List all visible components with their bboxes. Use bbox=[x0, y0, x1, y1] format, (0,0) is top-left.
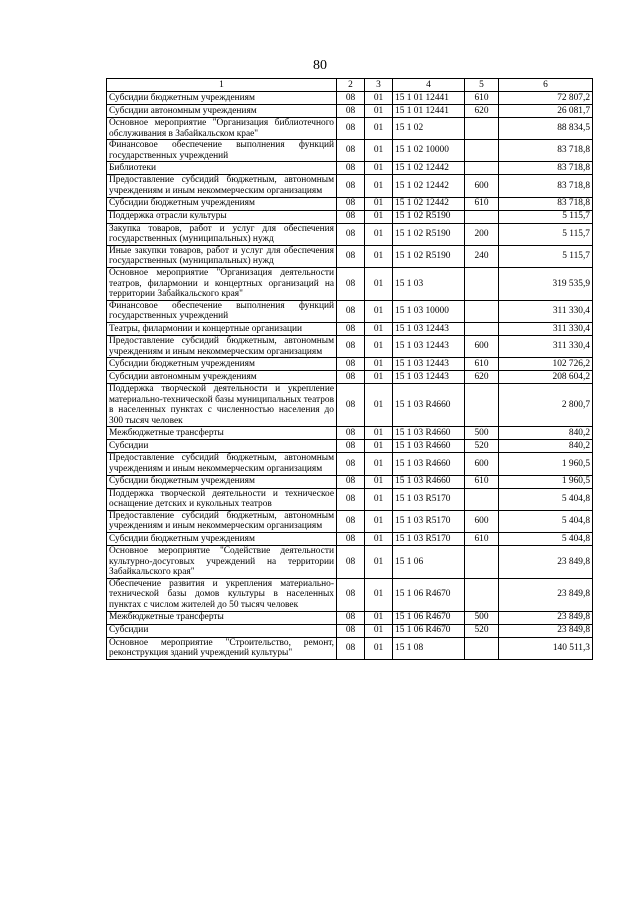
row-target-code: 15 1 01 12441 bbox=[393, 92, 465, 105]
row-subsection: 01 bbox=[365, 300, 393, 322]
row-subsection: 01 bbox=[365, 488, 393, 510]
row-expense-type bbox=[465, 162, 499, 175]
row-target-code: 15 1 03 R5170 bbox=[393, 510, 465, 532]
row-expense-type: 610 bbox=[465, 358, 499, 371]
row-target-code: 15 1 02 12442 bbox=[393, 175, 465, 197]
row-section: 08 bbox=[337, 245, 365, 267]
row-subsection: 01 bbox=[365, 371, 393, 384]
column-header: 5 bbox=[465, 79, 499, 92]
row-expense-type: 200 bbox=[465, 223, 499, 245]
row-subsection: 01 bbox=[365, 427, 393, 440]
table-row bbox=[107, 371, 593, 384]
row-expense-type: 520 bbox=[465, 440, 499, 453]
row-expense-type bbox=[465, 384, 499, 427]
row-name: Субсидии bbox=[107, 440, 337, 453]
row-subsection: 01 bbox=[365, 245, 393, 267]
table-row bbox=[107, 475, 593, 488]
row-amount: 23 849,8 bbox=[499, 611, 593, 624]
row-expense-type: 610 bbox=[465, 92, 499, 105]
row-section: 08 bbox=[337, 510, 365, 532]
row-name: Поддержка творческой деятельности и укрепление материально-технической базы муниципальных театров в населенных пунктах с численностью населения до 300 тысяч человек bbox=[107, 384, 337, 427]
table-row bbox=[107, 427, 593, 440]
row-target-code: 15 1 03 R4660 bbox=[393, 427, 465, 440]
row-name: Финансовое обеспечение выполнения функций государственных учреждений bbox=[107, 300, 337, 322]
row-expense-type: 600 bbox=[465, 175, 499, 197]
row-target-code: 15 1 03 12443 bbox=[393, 322, 465, 335]
row-target-code: 15 1 03 R5170 bbox=[393, 533, 465, 546]
row-section: 08 bbox=[337, 488, 365, 510]
row-target-code: 15 1 06 R4670 bbox=[393, 624, 465, 637]
row-amount: 5 404,8 bbox=[499, 488, 593, 510]
row-amount: 72 807,2 bbox=[499, 92, 593, 105]
table-body bbox=[107, 92, 593, 660]
row-target-code: 15 1 02 10000 bbox=[393, 140, 465, 162]
row-expense-type bbox=[465, 578, 499, 611]
row-expense-type: 620 bbox=[465, 105, 499, 118]
row-subsection: 01 bbox=[365, 335, 393, 357]
table-row bbox=[107, 210, 593, 223]
row-section: 08 bbox=[337, 92, 365, 105]
row-section: 08 bbox=[337, 371, 365, 384]
row-expense-type bbox=[465, 322, 499, 335]
row-section: 08 bbox=[337, 300, 365, 322]
row-subsection: 01 bbox=[365, 322, 393, 335]
row-name: Субсидии бюджетным учреждениям bbox=[107, 358, 337, 371]
row-amount: 5 404,8 bbox=[499, 510, 593, 532]
row-name: Библиотеки bbox=[107, 162, 337, 175]
row-subsection: 01 bbox=[365, 118, 393, 140]
row-expense-type bbox=[465, 210, 499, 223]
row-amount: 83 718,8 bbox=[499, 197, 593, 210]
row-expense-type bbox=[465, 300, 499, 322]
table-row bbox=[107, 533, 593, 546]
table-row bbox=[107, 453, 593, 475]
table-row bbox=[107, 611, 593, 624]
row-target-code: 15 1 02 R5190 bbox=[393, 210, 465, 223]
row-expense-type bbox=[465, 637, 499, 659]
table-row bbox=[107, 384, 593, 427]
row-target-code: 15 1 03 10000 bbox=[393, 300, 465, 322]
row-amount: 1 960,5 bbox=[499, 475, 593, 488]
row-amount: 83 718,8 bbox=[499, 162, 593, 175]
row-subsection: 01 bbox=[365, 92, 393, 105]
column-header: 4 bbox=[393, 79, 465, 92]
table-row bbox=[107, 300, 593, 322]
row-section: 08 bbox=[337, 223, 365, 245]
row-name: Обеспечение развития и укрепления материально-технической базы домов культуры в населенных пунктах с числом жителей до 50 тысяч человек bbox=[107, 578, 337, 611]
table-row bbox=[107, 267, 593, 300]
row-name: Субсидии автономным учреждениям bbox=[107, 105, 337, 118]
table-row bbox=[107, 140, 593, 162]
row-name: Межбюджетные трансферты bbox=[107, 427, 337, 440]
row-section: 08 bbox=[337, 440, 365, 453]
row-amount: 5 115,7 bbox=[499, 245, 593, 267]
row-amount: 5 115,7 bbox=[499, 210, 593, 223]
row-target-code: 15 1 02 R5190 bbox=[393, 223, 465, 245]
row-name: Субсидии бюджетным учреждениям bbox=[107, 92, 337, 105]
row-amount: 311 330,4 bbox=[499, 300, 593, 322]
row-expense-type: 520 bbox=[465, 624, 499, 637]
row-amount: 23 849,8 bbox=[499, 546, 593, 579]
row-target-code: 15 1 03 R4660 bbox=[393, 475, 465, 488]
row-amount: 23 849,8 bbox=[499, 578, 593, 611]
row-section: 08 bbox=[337, 322, 365, 335]
row-section: 08 bbox=[337, 140, 365, 162]
table-row bbox=[107, 510, 593, 532]
row-section: 08 bbox=[337, 358, 365, 371]
row-expense-type bbox=[465, 546, 499, 579]
row-name: Субсидии бюджетным учреждениям bbox=[107, 533, 337, 546]
row-amount: 2 800,7 bbox=[499, 384, 593, 427]
row-expense-type bbox=[465, 140, 499, 162]
row-section: 08 bbox=[337, 578, 365, 611]
row-target-code: 15 1 03 R5170 bbox=[393, 488, 465, 510]
row-name: Субсидии автономным учреждениям bbox=[107, 371, 337, 384]
row-name: Предоставление субсидий бюджетным, автономным учреждениям и иным некоммерческим организациям bbox=[107, 510, 337, 532]
row-name: Субсидии bbox=[107, 624, 337, 637]
row-section: 08 bbox=[337, 335, 365, 357]
table-row bbox=[107, 245, 593, 267]
row-name: Предоставление субсидий бюджетным, автономным учреждениям и иным некоммерческим организациям bbox=[107, 175, 337, 197]
row-amount: 319 535,9 bbox=[499, 267, 593, 300]
table-row bbox=[107, 223, 593, 245]
row-subsection: 01 bbox=[365, 210, 393, 223]
row-amount: 1 960,5 bbox=[499, 453, 593, 475]
row-target-code: 15 1 01 12441 bbox=[393, 105, 465, 118]
row-section: 08 bbox=[337, 546, 365, 579]
row-name: Субсидии бюджетным учреждениям bbox=[107, 475, 337, 488]
row-expense-type: 600 bbox=[465, 510, 499, 532]
row-expense-type: 500 bbox=[465, 427, 499, 440]
row-target-code: 15 1 03 R4660 bbox=[393, 384, 465, 427]
row-section: 08 bbox=[337, 210, 365, 223]
row-target-code: 15 1 02 12442 bbox=[393, 162, 465, 175]
row-subsection: 01 bbox=[365, 384, 393, 427]
row-section: 08 bbox=[337, 267, 365, 300]
row-section: 08 bbox=[337, 533, 365, 546]
row-target-code: 15 1 03 12443 bbox=[393, 335, 465, 357]
row-subsection: 01 bbox=[365, 358, 393, 371]
row-expense-type: 610 bbox=[465, 197, 499, 210]
row-target-code: 15 1 03 R4660 bbox=[393, 440, 465, 453]
row-amount: 88 834,5 bbox=[499, 118, 593, 140]
row-amount: 5 404,8 bbox=[499, 533, 593, 546]
row-target-code: 15 1 02 12442 bbox=[393, 197, 465, 210]
table-row bbox=[107, 322, 593, 335]
row-subsection: 01 bbox=[365, 105, 393, 118]
table-row bbox=[107, 92, 593, 105]
row-target-code: 15 1 02 bbox=[393, 118, 465, 140]
row-subsection: 01 bbox=[365, 197, 393, 210]
row-target-code: 15 1 06 bbox=[393, 546, 465, 579]
table-row bbox=[107, 105, 593, 118]
row-name: Предоставление субсидий бюджетным, автономным учреждениям и иным некоммерческим организациям bbox=[107, 335, 337, 357]
row-subsection: 01 bbox=[365, 223, 393, 245]
table-row bbox=[107, 162, 593, 175]
table-row bbox=[107, 118, 593, 140]
row-section: 08 bbox=[337, 118, 365, 140]
table-row bbox=[107, 358, 593, 371]
row-target-code: 15 1 02 R5190 bbox=[393, 245, 465, 267]
table-row bbox=[107, 335, 593, 357]
row-amount: 23 849,8 bbox=[499, 624, 593, 637]
row-name: Межбюджетные трансферты bbox=[107, 611, 337, 624]
row-amount: 5 115,7 bbox=[499, 223, 593, 245]
row-section: 08 bbox=[337, 105, 365, 118]
table-row bbox=[107, 488, 593, 510]
row-subsection: 01 bbox=[365, 175, 393, 197]
row-section: 08 bbox=[337, 611, 365, 624]
row-subsection: 01 bbox=[365, 578, 393, 611]
row-subsection: 01 bbox=[365, 140, 393, 162]
row-expense-type bbox=[465, 118, 499, 140]
row-subsection: 01 bbox=[365, 624, 393, 637]
row-name: Театры, филармонии и концертные организации bbox=[107, 322, 337, 335]
row-section: 08 bbox=[337, 624, 365, 637]
row-name: Основное мероприятие "Организация деятельности театров, филармонии и концертных организаций на территории Забайкальского края" bbox=[107, 267, 337, 300]
table-row bbox=[107, 197, 593, 210]
row-name: Основное мероприятие "Содействие деятельности культурно-досуговых учреждений на территории Забайкальского края" bbox=[107, 546, 337, 579]
row-name: Финансовое обеспечение выполнения функций государственных учреждений bbox=[107, 140, 337, 162]
row-expense-type: 600 bbox=[465, 335, 499, 357]
row-amount: 840,2 bbox=[499, 440, 593, 453]
column-header: 2 bbox=[337, 79, 365, 92]
row-target-code: 15 1 03 bbox=[393, 267, 465, 300]
budget-table bbox=[106, 78, 593, 660]
row-expense-type: 500 bbox=[465, 611, 499, 624]
row-amount: 311 330,4 bbox=[499, 335, 593, 357]
row-subsection: 01 bbox=[365, 510, 393, 532]
row-name: Поддержка творческой деятельности и техническое оснащение детских и кукольных театров bbox=[107, 488, 337, 510]
row-section: 08 bbox=[337, 162, 365, 175]
row-subsection: 01 bbox=[365, 533, 393, 546]
row-amount: 26 081,7 bbox=[499, 105, 593, 118]
table-row bbox=[107, 175, 593, 197]
table-row bbox=[107, 637, 593, 659]
row-amount: 311 330,4 bbox=[499, 322, 593, 335]
row-expense-type: 620 bbox=[465, 371, 499, 384]
row-target-code: 15 1 03 R4660 bbox=[393, 453, 465, 475]
page-number: 80 bbox=[313, 58, 327, 73]
row-expense-type: 610 bbox=[465, 475, 499, 488]
row-section: 08 bbox=[337, 453, 365, 475]
column-header: 3 bbox=[365, 79, 393, 92]
column-header: 6 bbox=[499, 79, 593, 92]
row-subsection: 01 bbox=[365, 453, 393, 475]
row-subsection: 01 bbox=[365, 611, 393, 624]
row-expense-type: 600 bbox=[465, 453, 499, 475]
header-row bbox=[107, 79, 593, 92]
row-subsection: 01 bbox=[365, 440, 393, 453]
row-expense-type bbox=[465, 488, 499, 510]
row-target-code: 15 1 03 12443 bbox=[393, 358, 465, 371]
row-name: Иные закупки товаров, работ и услуг для обеспечения государственных (муниципальных) нужд bbox=[107, 245, 337, 267]
row-name: Закупка товаров, работ и услуг для обеспечения государственных (муниципальных) нужд bbox=[107, 223, 337, 245]
row-name: Основное мероприятие "Строительство, ремонт, реконструкция зданий учреждений культуры" bbox=[107, 637, 337, 659]
row-target-code: 15 1 03 12443 bbox=[393, 371, 465, 384]
row-target-code: 15 1 08 bbox=[393, 637, 465, 659]
table-row bbox=[107, 440, 593, 453]
row-name: Предоставление субсидий бюджетным, автономным учреждениям и иным некоммерческим организациям bbox=[107, 453, 337, 475]
column-header: 1 bbox=[107, 79, 337, 92]
row-section: 08 bbox=[337, 197, 365, 210]
row-name: Субсидии бюджетным учреждениям bbox=[107, 197, 337, 210]
row-amount: 208 604,2 bbox=[499, 371, 593, 384]
row-amount: 83 718,8 bbox=[499, 140, 593, 162]
row-section: 08 bbox=[337, 475, 365, 488]
table-row bbox=[107, 578, 593, 611]
row-amount: 83 718,8 bbox=[499, 175, 593, 197]
row-section: 08 bbox=[337, 427, 365, 440]
row-expense-type: 240 bbox=[465, 245, 499, 267]
row-name: Поддержка отрасли культуры bbox=[107, 210, 337, 223]
table-row bbox=[107, 624, 593, 637]
row-subsection: 01 bbox=[365, 162, 393, 175]
row-amount: 102 726,2 bbox=[499, 358, 593, 371]
row-section: 08 bbox=[337, 384, 365, 427]
row-subsection: 01 bbox=[365, 475, 393, 488]
row-subsection: 01 bbox=[365, 267, 393, 300]
row-name: Основное мероприятие "Организация библиотечного обслуживания в Забайкальском крае" bbox=[107, 118, 337, 140]
row-amount: 840,2 bbox=[499, 427, 593, 440]
table-row bbox=[107, 546, 593, 579]
row-subsection: 01 bbox=[365, 637, 393, 659]
row-target-code: 15 1 06 R4670 bbox=[393, 578, 465, 611]
row-section: 08 bbox=[337, 637, 365, 659]
row-expense-type bbox=[465, 267, 499, 300]
row-section: 08 bbox=[337, 175, 365, 197]
row-subsection: 01 bbox=[365, 546, 393, 579]
row-amount: 140 511,3 bbox=[499, 637, 593, 659]
row-expense-type: 610 bbox=[465, 533, 499, 546]
row-target-code: 15 1 06 R4670 bbox=[393, 611, 465, 624]
